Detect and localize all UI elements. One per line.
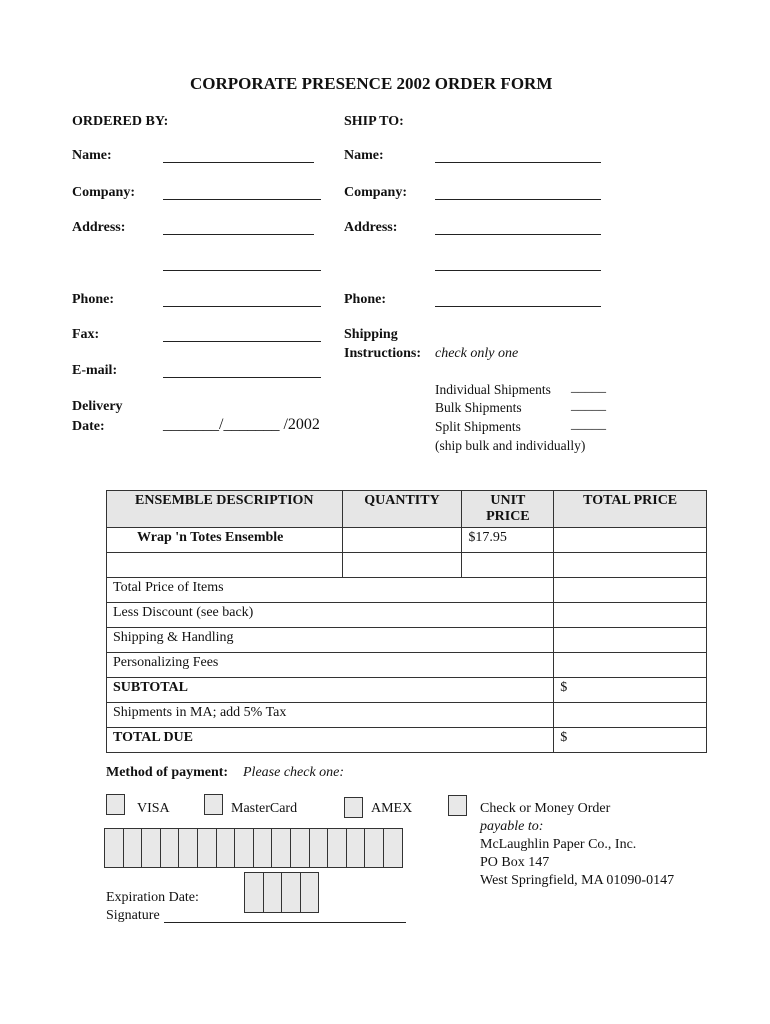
header-description: ENSEMBLE DESCRIPTION (107, 491, 343, 528)
table-row (107, 578, 707, 603)
mastercard-checkbox[interactable] (204, 794, 223, 815)
table-row (107, 728, 707, 753)
payment-instruction: Please check one: (243, 765, 345, 780)
shipping-label: Shipping (344, 327, 398, 342)
summary-value[interactable] (554, 653, 707, 678)
header-quantity: QUANTITY (342, 491, 462, 528)
shipping-option-split-blank[interactable]: _____ (571, 417, 606, 432)
amex-checkbox[interactable] (344, 797, 363, 818)
ordered-by-company-field[interactable] (163, 199, 321, 200)
delivery-date-field[interactable]: _______/_______ /2002 (163, 416, 320, 433)
check-money-order-checkbox[interactable] (448, 795, 467, 816)
payee-po-box: PO Box 147 (480, 855, 550, 870)
ordered-by-fax-label: Fax: (72, 327, 100, 342)
shipping-option-individual-blank[interactable]: _____ (571, 380, 606, 395)
ordered-by-company-label: Company: (72, 185, 136, 200)
amex-label: AMEX (371, 801, 413, 816)
table-row (107, 653, 707, 678)
expiration-date-field[interactable] (244, 872, 319, 913)
subtotal-label: SUBTOTAL (107, 678, 554, 703)
ship-to-name-label: Name: (344, 148, 384, 163)
table-row (107, 528, 707, 553)
signature-label: Signature (106, 908, 160, 923)
delivery-label: Delivery (72, 399, 123, 414)
ordered-by-phone-label: Phone: (72, 292, 114, 307)
ordered-by-heading: ORDERED BY: (72, 114, 169, 129)
ship-to-phone-field[interactable] (435, 306, 601, 307)
summary-label: Total Price of Items (107, 578, 554, 603)
payee-name: McLaughlin Paper Co., Inc. (480, 837, 637, 852)
table-row (107, 678, 707, 703)
item-description: Wrap 'n Totes Ensemble (107, 528, 343, 553)
blank-unit-price-cell[interactable] (462, 553, 554, 578)
item-total-cell[interactable] (554, 528, 707, 553)
header-unit-price: UNIT PRICE (462, 491, 554, 528)
summary-label: Less Discount (see back) (107, 603, 554, 628)
payee-city: West Springfield, MA 01090-0147 (480, 873, 675, 888)
item-quantity-cell[interactable] (342, 528, 462, 553)
total-due-value[interactable]: $ (554, 728, 707, 753)
ordered-by-address-field-2[interactable] (163, 270, 321, 271)
visa-label: VISA (137, 801, 170, 816)
check-money-order-label: Check or Money Order (480, 801, 611, 816)
total-due-label: TOTAL DUE (107, 728, 554, 753)
ship-to-name-field[interactable] (435, 162, 601, 163)
blank-quantity-cell[interactable] (342, 553, 462, 578)
ordered-by-name-field[interactable] (163, 162, 314, 163)
item-unit-price: $17.95 (462, 528, 554, 553)
blank-total-cell[interactable] (554, 553, 707, 578)
ship-to-address-label: Address: (344, 220, 398, 235)
summary-label: Shipments in MA; add 5% Tax (107, 703, 554, 728)
payment-heading: Method of payment: (106, 765, 229, 780)
split-shipping-note: (ship bulk and individually) (435, 438, 586, 453)
summary-value[interactable] (554, 578, 707, 603)
instructions-label: Instructions: (344, 346, 422, 361)
ship-to-phone-label: Phone: (344, 292, 386, 307)
summary-value[interactable] (554, 628, 707, 653)
order-table (106, 490, 707, 753)
payable-to-label: payable to: (480, 819, 544, 834)
ordered-by-fax-field[interactable] (163, 341, 321, 342)
shipping-option-bulk: Bulk Shipments (435, 400, 522, 415)
table-row (107, 553, 707, 578)
ordered-by-name-label: Name: (72, 148, 112, 163)
visa-checkbox[interactable] (106, 794, 125, 815)
ship-to-heading: SHIP TO: (344, 114, 404, 129)
summary-label: Shipping & Handling (107, 628, 554, 653)
card-number-field[interactable] (104, 828, 403, 868)
shipping-option-individual: Individual Shipments (435, 382, 551, 397)
summary-value[interactable] (554, 703, 707, 728)
shipping-option-split: Split Shipments (435, 419, 521, 434)
signature-field[interactable] (164, 922, 406, 923)
summary-label: Personalizing Fees (107, 653, 554, 678)
header-total-price: TOTAL PRICE (554, 491, 707, 528)
subtotal-value[interactable]: $ (554, 678, 707, 703)
table-row (107, 628, 707, 653)
ship-to-address-field-2[interactable] (435, 270, 601, 271)
ordered-by-email-label: E-mail: (72, 363, 118, 378)
table-row (107, 703, 707, 728)
ship-to-company-field[interactable] (435, 199, 601, 200)
shipping-option-bulk-blank[interactable]: _____ (571, 398, 606, 413)
ship-to-address-field-1[interactable] (435, 234, 601, 235)
expiration-date-label: Expiration Date: (106, 890, 199, 905)
ordered-by-address-label: Address: (72, 220, 126, 235)
blank-description-cell[interactable] (107, 553, 343, 578)
ship-to-company-label: Company: (344, 185, 408, 200)
ordered-by-address-field-1[interactable] (163, 234, 314, 235)
mastercard-label: MasterCard (231, 801, 298, 816)
ordered-by-email-field[interactable] (163, 377, 321, 378)
table-row (107, 603, 707, 628)
ordered-by-phone-field[interactable] (163, 306, 321, 307)
delivery-date-label: Date: (72, 419, 105, 434)
check-only-one-note: check only one (435, 346, 519, 361)
summary-value[interactable] (554, 603, 707, 628)
form-title: CORPORATE PRESENCE 2002 ORDER FORM (190, 74, 553, 93)
